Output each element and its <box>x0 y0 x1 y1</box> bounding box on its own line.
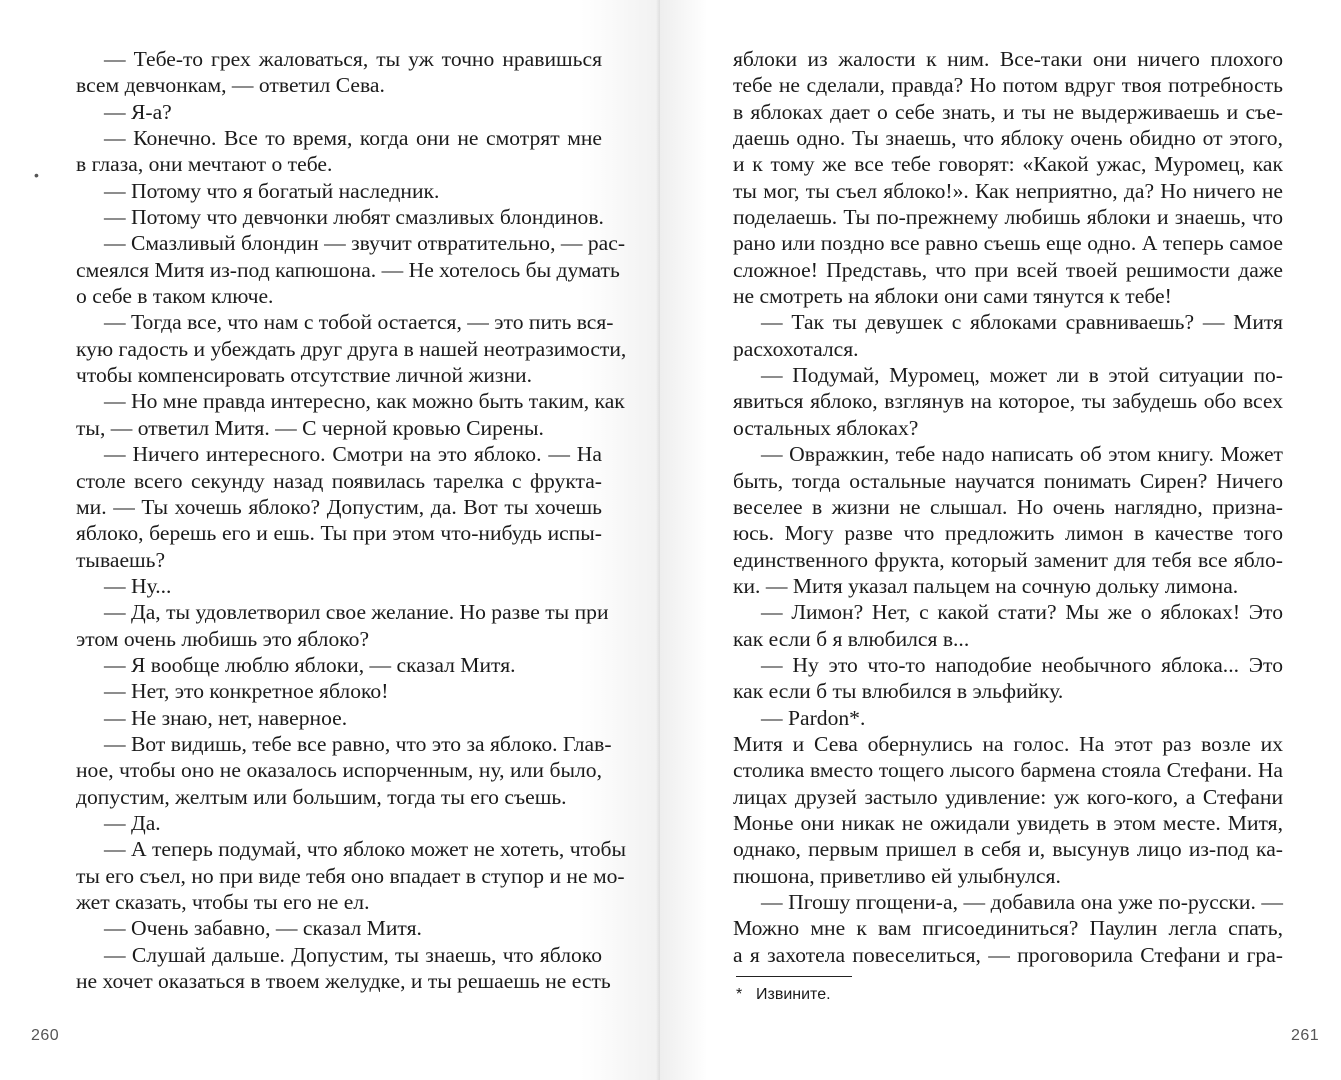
text-line: — Ничего интересного. Смотри на это яблоко. — На <box>104 442 602 467</box>
text-line: а я захотела повеселиться, — проговорила Стефани и гра- <box>733 942 1283 967</box>
text-line: — Пгошу пгощени-а, — добавила она уже по-русски. — <box>761 890 1283 914</box>
text-line: юсь. Могу разве что предложить лимон в качестве того <box>733 521 1283 546</box>
text-line: сложное! Представь, что при всей твоей решимости даже <box>733 257 1283 282</box>
text-line: тываешь? <box>76 547 166 572</box>
left-page <box>0 0 660 1080</box>
text-line: этом очень любишь это яблоко? <box>76 626 370 651</box>
text-line: — Смазливый блондин — звучит отвратительно, — рас- <box>104 231 626 256</box>
text-line: тебе не сделали, правда? Но потом вдруг твоя потребность <box>733 73 1283 98</box>
right-text-column <box>733 46 1283 968</box>
text-line: в глаза, они мечтают о тебе. <box>76 152 333 177</box>
text-line: Можно мне к вам пгисоединиться? Паулин легла спать, <box>733 916 1283 941</box>
text-line: — А теперь подумай, что яблоко может не хотеть, чтобы <box>104 837 627 862</box>
text-line: — Вот видишь, тебе все равно, что это за яблоко. Глав- <box>104 731 612 756</box>
text-line: однако, первым пришел в себя и, высунув лицо из-под ка- <box>733 837 1283 862</box>
text-line: не смотреть на яблоки они сами тянутся к тебе! <box>733 284 1172 309</box>
text-line: ты его съел, но при виде тебя оно впадает в ступор и не мо- <box>76 863 625 888</box>
text-line: расхохотался. <box>733 336 859 361</box>
text-line: — Я вообще люблю яблоки, — сказал Митя. <box>104 652 516 677</box>
footnote-mark: * <box>736 986 743 1003</box>
text-line: — Слушай дальше. Допустим, ты знаешь, что яблоко <box>104 942 602 967</box>
text-line: столе всего секунду назад появилась тарелка с фрукта- <box>76 468 602 493</box>
text-line: единственного фрукта, который заменит для тебя все ябло- <box>733 547 1283 572</box>
text-line: ки. — Митя указал пальцем на сочную дольку лимона. <box>733 573 1239 598</box>
text-line: как если б ты влюбился в эльфийку. <box>733 679 1064 704</box>
text-line: допустим, желтым или большим, тогда ты его съешь. <box>76 784 567 809</box>
page-number-left: 260 <box>31 1027 60 1044</box>
footnote <box>736 985 831 1005</box>
text-line: ми. — Ты хочешь яблоко? Допустим, да. Вот ты хочешь <box>76 494 602 519</box>
text-line: всем девчонкам, — ответил Сева. <box>76 73 385 98</box>
text-line: Митя и Сева обернулись на голос. На этот раз возле их <box>733 731 1283 756</box>
text-line: — Да. <box>104 810 161 835</box>
text-line: — Не знаю, нет, наверное. <box>104 705 348 730</box>
text-line: поделаешь. Ты по-прежнему любишь яблоки и знаешь, что <box>733 205 1283 230</box>
text-line: не хочет оказаться в твоем желудке, и ты решаешь не есть <box>76 969 611 994</box>
text-line: — Овражкин, тебе надо написать об этом книгу. Может <box>761 442 1283 467</box>
text-line: яблоко, берешь его и ешь. Ты при этом что-нибудь испы- <box>76 521 602 546</box>
text-line: — Тогда все, что нам с тобой остается, — это пить вся- <box>104 310 614 335</box>
footnote-separator <box>736 976 852 977</box>
text-line: ное, чтобы оно не оказалось испорченным, ну, или было, <box>76 758 602 783</box>
text-line: Монье они никак не ожидали увидеть в этом месте. Митя, <box>733 810 1283 835</box>
text-line: жет сказать, чтобы ты его не ел. <box>76 890 370 914</box>
text-line: — Я-а? <box>104 99 172 124</box>
text-line: — Лимон? Нет, с какой стати? Мы же о яблоках! Это <box>761 600 1283 625</box>
text-line: — Так ты девушек с яблоками сравниваешь? — Митя <box>761 310 1283 335</box>
text-line: — Ну это что-то наподобие необычного яблока... Это <box>761 652 1283 677</box>
page-number-right: 261 <box>1291 1027 1320 1044</box>
footnote-text: Извините. <box>756 986 831 1003</box>
text-line: и к тому же все тебе говорят: «Какой ужас, Муромец, как <box>733 152 1283 177</box>
text-line: — Очень забавно, — сказал Митя. <box>104 916 422 941</box>
text-line: — Подумай, Муромец, может ли в этой ситуации по- <box>761 363 1283 388</box>
text-line: чтобы компенсировать отсутствие личной жизни. <box>76 363 532 388</box>
text-line: — Да, ты удовлетворил свое желание. Но разве ты при <box>104 600 609 625</box>
text-line: остальных яблоках? <box>733 415 919 440</box>
text-line: — Потому что девчонки любят смазливых блондинов. <box>104 205 604 230</box>
text-line: веселее в жизни не слышал. Но очень наглядно, призна- <box>733 494 1283 519</box>
text-line: — Ну... <box>104 573 172 598</box>
text-line: — Потому что я богатый наследник. <box>104 178 440 203</box>
text-line: — Конечно. Все то время, когда они не смотрят мне <box>104 126 602 151</box>
text-line: кую гадость и убеждать друг друга в нашей неотразимости, <box>76 336 627 361</box>
left-text-column <box>76 46 627 994</box>
margin-mark: • <box>34 167 39 183</box>
text-line: — Pardon*. <box>761 705 866 730</box>
text-line: смеялся Митя из-под капюшона. — Не хотелось бы думать <box>76 257 620 282</box>
text-line: ты мог, ты съел яблоко!». Как неприятно, да? Но ничего не <box>733 178 1283 203</box>
right-page <box>660 0 1341 1080</box>
text-line: пюшона, приветливо ей улыбнулся. <box>733 863 1061 888</box>
text-line: быть, тогда остальные научатся понимать Сирен? Ничего <box>733 468 1283 493</box>
text-line: яблоки из жалости к ним. Все-таки они ничего плохого <box>733 47 1283 71</box>
text-line: явиться яблоко, взглянув на которое, ты забудешь обо всех <box>733 389 1283 414</box>
text-line: в яблоках дает о себе знать, и ты не выдерживаешь и съе- <box>733 99 1283 124</box>
text-line: лицах друзей застыло удивление: уж кого-кого, а Стефани <box>733 784 1283 809</box>
text-line: — Но мне правда интересно, как можно быть таким, как <box>104 389 625 414</box>
text-line: — Нет, это конкретное яблоко! <box>104 679 389 704</box>
text-line: рано или поздно все равно съешь еще одно. А теперь самое <box>733 231 1283 256</box>
text-line: о себе в таком ключе. <box>76 284 274 309</box>
text-line: — Тебе-то грех жаловаться, ты уж точно нравишься <box>104 47 602 71</box>
text-line: столика вместо тощего лысого бармена стояла Стефани. На <box>733 758 1283 783</box>
text-line: ты, — ответил Митя. — С черной кровью Сирены. <box>76 415 544 440</box>
text-line: даешь одно. Ты знаешь, что яблоку очень обидно от этого, <box>733 126 1283 151</box>
text-line: как если б я влюбился в... <box>733 626 970 651</box>
